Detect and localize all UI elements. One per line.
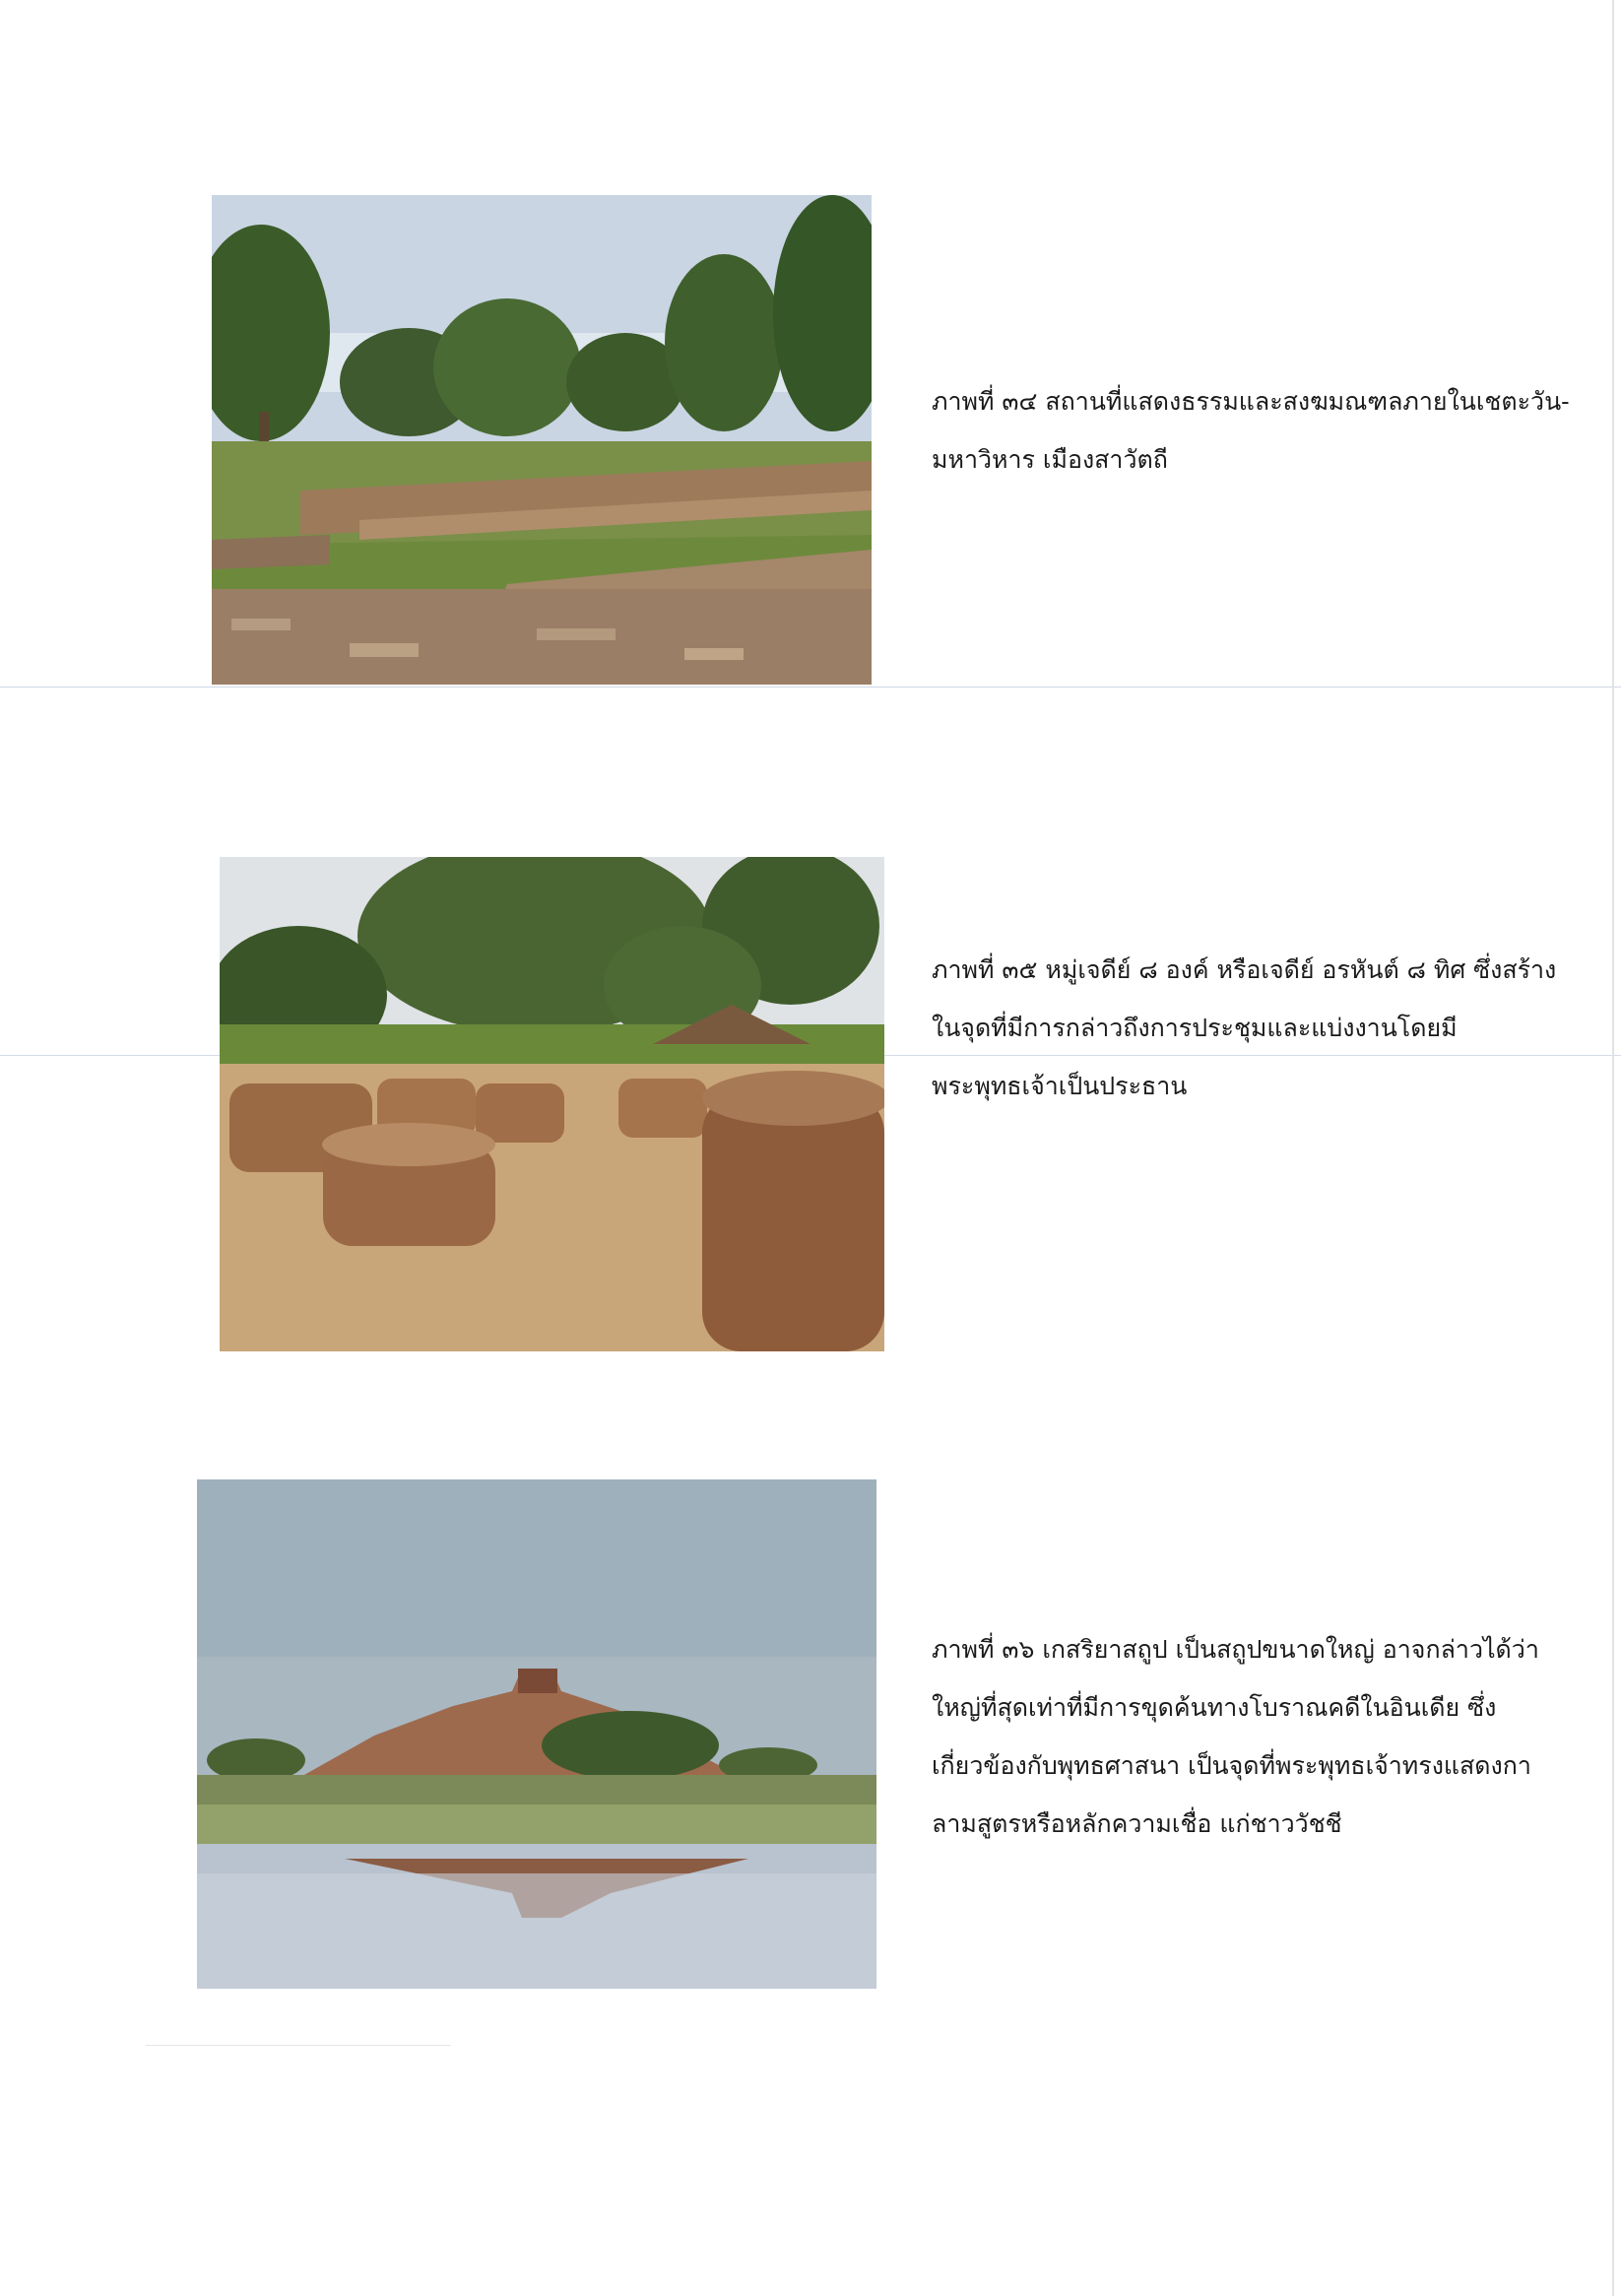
caption-line: มหาวิหาร เมืองสาวัตถี [932, 445, 1168, 474]
figure-34-photo [212, 195, 872, 685]
page-edge [1612, 0, 1614, 2296]
caption-line: ภาพที่ ๓๔ สถานที่แสดงธรรมและสงฆมณฑลภายในเชตะวัน- [932, 387, 1570, 416]
figure-35-image [220, 857, 884, 1351]
figure-36-caption [932, 1620, 1542, 1853]
caption-line: ลามสูตรหรือหลักความเชื่อ แก่ชาววัชชี [932, 1809, 1342, 1838]
caption-line: ภาพที่ ๓๕ หมู่เจดีย์ ๘ องค์ หรือเจดีย์ อรหันต์ ๘ ทิศ ซึ่งสร้าง [932, 955, 1557, 984]
figure-34-image [212, 195, 872, 685]
figure-35-photo [220, 857, 884, 1351]
caption-line: ในจุดที่มีการกล่าวถึงการประชุมและแบ่งงานโดยมี [932, 1014, 1458, 1042]
caption-line: พระพุทธเจ้าเป็นประธาน [932, 1072, 1188, 1100]
caption-line: ภาพที่ ๓๖ เกสริยาสถูป เป็นสถูปขนาดใหญ่ อาจกล่าวได้ว่า [932, 1635, 1539, 1664]
scan-line [146, 2045, 451, 2046]
caption-line: ใหญ่ที่สุดเท่าที่มีการขุดค้นทางโบราณคดีในอินเดีย ซึ่ง [932, 1693, 1497, 1722]
scan-line [0, 687, 1621, 688]
figure-36-image [197, 1479, 876, 1989]
caption-line: เกี่ยวข้องกับพุทธศาสนา เป็นจุดที่พระพุทธเจ้าทรงแสดงกา [932, 1751, 1531, 1780]
figure-34-caption [932, 372, 1570, 489]
figure-35-caption [932, 941, 1557, 1115]
figure-36-photo [197, 1479, 876, 1989]
